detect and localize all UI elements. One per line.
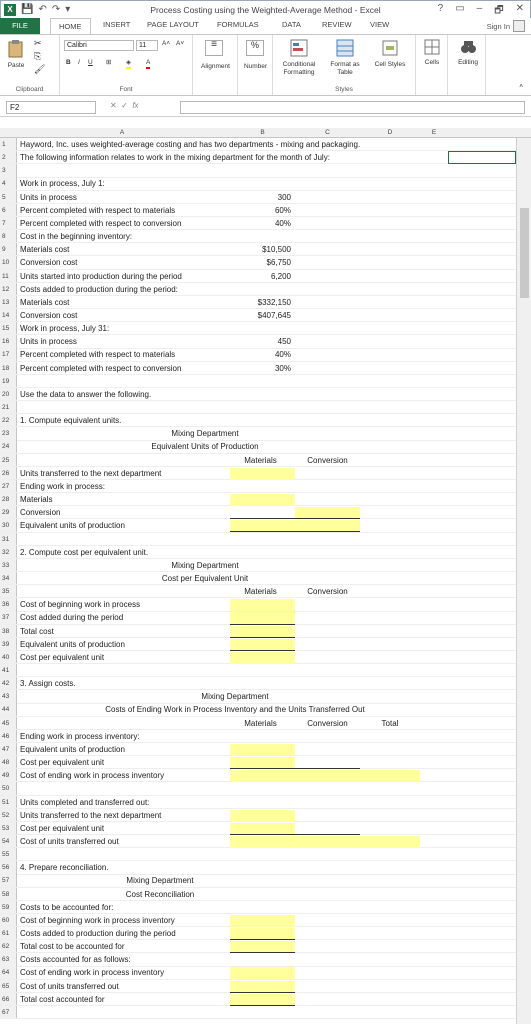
group-editing (448, 35, 486, 95)
undo-icon[interactable]: ↶ (38, 4, 47, 15)
row-header[interactable]: 16 (0, 335, 17, 347)
row-header[interactable]: 7 (0, 217, 17, 229)
cell-a[interactable]: Costs accounted for as follows: (20, 955, 131, 965)
row-header[interactable]: 45 (0, 717, 17, 729)
section-heading[interactable]: Mixing Department (201, 692, 269, 702)
row-header[interactable]: 32 (0, 546, 17, 558)
cell-b[interactable]: 6,200 (270, 271, 291, 281)
row-header[interactable]: 23 (0, 427, 17, 439)
sheet-row (0, 993, 516, 1006)
cell-a[interactable]: Cost of beginning work in process inventory (20, 915, 175, 925)
row-header[interactable]: 24 (0, 440, 17, 452)
percent-icon[interactable]: % (246, 40, 264, 56)
sheet-row (0, 796, 516, 809)
group-number (238, 35, 273, 95)
row-header[interactable]: 62 (0, 940, 17, 952)
cell-b[interactable]: Materials (244, 718, 277, 728)
sheet-row (0, 848, 516, 861)
cell-d[interactable]: Total (381, 718, 399, 728)
cell-a[interactable]: 3. Assign costs. (20, 679, 76, 689)
cells-label: Cells (424, 59, 440, 66)
cell-a[interactable]: Work in process, July 1: (20, 179, 105, 189)
row-header[interactable]: 44 (0, 703, 17, 715)
restore-icon[interactable]: 🗗 (494, 5, 504, 16)
format-as-table-icon (335, 38, 355, 58)
cell-a[interactable]: Cost per equivalent unit (20, 652, 105, 662)
sheet-row (0, 638, 516, 651)
sheet-row (0, 835, 516, 848)
tab-insert[interactable]: INSERT (103, 20, 131, 29)
cell-a[interactable]: Costs added to production during the period: (20, 284, 178, 294)
fill-color-icon[interactable]: ◈ (126, 59, 131, 69)
tab-page-layout[interactable]: PAGE LAYOUT (147, 20, 199, 29)
section-heading[interactable]: Costs of Ending Work in Process Inventory and the Units Transferred Out (105, 705, 365, 715)
tab-file[interactable]: FILE (0, 18, 40, 34)
sheet-row (0, 164, 516, 177)
sheet-row (0, 572, 516, 585)
row-header[interactable]: 56 (0, 861, 17, 873)
cell-a[interactable]: Cost of beginning work in process (20, 600, 141, 610)
cell-b[interactable]: 60% (274, 205, 291, 215)
row-header[interactable]: 65 (0, 980, 17, 992)
cell-a[interactable]: Equivalent units of production (20, 639, 125, 649)
vertical-scrollbar[interactable] (516, 138, 531, 1024)
cell-b[interactable]: 30% (274, 363, 291, 373)
cell-a[interactable]: Cost of ending work in process inventory (20, 968, 165, 978)
paste-icon (7, 39, 25, 59)
scrollbar-thumb[interactable] (520, 208, 529, 298)
tab-formulas[interactable]: FORMULAS (217, 20, 259, 29)
sheet-row (0, 335, 516, 348)
sheet-row (0, 703, 516, 716)
row-header[interactable]: 15 (0, 322, 17, 334)
cell-a[interactable]: Conversion (20, 508, 61, 518)
sheet-row (0, 296, 516, 309)
sheet-row (0, 348, 516, 361)
collapse-ribbon-icon[interactable]: ˄ (519, 83, 523, 90)
borders-icon[interactable]: ⊞ (106, 59, 112, 66)
row-header[interactable]: 8 (0, 230, 17, 242)
font-size-select[interactable]: 11 (136, 40, 158, 51)
cell-a[interactable]: Conversion cost (20, 310, 78, 320)
sheet-row (0, 677, 516, 690)
cell-a[interactable]: Hayword, Inc. uses weighted-average costing and has two departments - mixing and packaging. (20, 140, 361, 149)
cell-a[interactable]: Units transferred to the next department (20, 810, 162, 820)
sheet-row (0, 809, 516, 822)
sheet-row (0, 230, 516, 243)
tab-view[interactable]: VIEW (370, 20, 390, 29)
sheet-row (0, 782, 516, 795)
cell-a[interactable]: Percent completed with respect to materials (20, 205, 176, 215)
sheet-row (0, 427, 516, 440)
row-header[interactable]: 13 (0, 296, 17, 308)
cell-b[interactable]: Materials (244, 455, 277, 465)
sheet-row (0, 375, 516, 388)
row-header[interactable]: 63 (0, 953, 17, 965)
row-header[interactable]: 48 (0, 756, 17, 768)
tab-data[interactable]: DATA (282, 20, 301, 29)
row-header[interactable]: 33 (0, 559, 17, 571)
cell-c[interactable]: Conversion (307, 718, 348, 728)
format-as-table-button[interactable] (323, 38, 367, 77)
sheet-row (0, 191, 516, 204)
sheet-row (0, 874, 516, 887)
clipboard-label: Clipboard (15, 86, 44, 93)
cell-a[interactable]: Cost per equivalent unit (20, 758, 105, 768)
cell-styles-icon (380, 38, 400, 58)
help-icon[interactable]: ? (437, 3, 444, 14)
cell-b[interactable]: 300 (277, 192, 291, 202)
cell-a[interactable]: Units in process (20, 192, 77, 202)
sheet-row (0, 651, 516, 664)
section-heading[interactable]: Cost per Equivalent Unit (161, 573, 249, 583)
sheet-row (0, 493, 516, 506)
formula-bar (0, 97, 531, 117)
sheet-row (0, 138, 516, 151)
row-header[interactable]: 58 (0, 888, 17, 900)
avatar (513, 20, 525, 32)
conditional-formatting-button[interactable] (277, 38, 321, 77)
cells-icon (423, 38, 441, 56)
spreadsheet-grid[interactable] (0, 138, 516, 1024)
column-headers (0, 128, 531, 138)
sheet-row (0, 414, 516, 427)
row-header[interactable]: 2 (0, 151, 17, 163)
conditional-formatting-icon (289, 38, 309, 58)
sheet-row (0, 1006, 516, 1019)
cell-styles-label: Cell Styles (374, 61, 406, 68)
fx-icon[interactable]: fx (132, 101, 139, 110)
shrink-font-icon[interactable]: A˅ (176, 40, 185, 47)
column-header-a[interactable]: A (119, 129, 125, 136)
row-header[interactable]: 18 (0, 362, 17, 374)
cell-b[interactable]: 450 (277, 337, 291, 347)
cell-b[interactable]: $332,150 (257, 297, 291, 307)
column-header-d[interactable]: D (387, 129, 393, 136)
group-styles (273, 35, 416, 95)
sheet-row (0, 506, 516, 519)
styles-label: Styles (335, 86, 353, 93)
cell-a[interactable]: Cost of units transferred out (20, 836, 119, 846)
cell-a[interactable]: The following information relates to work in the mixing department for the month of July: (20, 153, 330, 163)
cell-a[interactable]: Materials cost (20, 297, 70, 307)
cell-a[interactable]: Units started into production during the period (20, 271, 182, 281)
conditional-formatting-label: Conditional Formatting (282, 61, 316, 76)
row-header[interactable]: 4 (0, 177, 17, 189)
tab-review[interactable]: REVIEW (322, 20, 352, 29)
row-header[interactable]: 6 (0, 204, 17, 216)
sheet-row (0, 822, 516, 835)
save-icon[interactable]: 💾 (21, 4, 34, 15)
group-clipboard (0, 35, 60, 95)
row-header[interactable]: 61 (0, 927, 17, 939)
column-header-b[interactable]: B (260, 129, 265, 136)
cell-a[interactable]: Work in process, July 31: (20, 324, 110, 334)
row-header[interactable]: 31 (0, 533, 17, 545)
cell-b[interactable]: Materials (244, 587, 277, 597)
row-header[interactable]: 30 (0, 519, 17, 531)
row-header[interactable]: 46 (0, 730, 17, 742)
italic-icon[interactable]: I (78, 59, 80, 66)
sheet-row (0, 309, 516, 322)
selected-cell[interactable] (448, 151, 516, 164)
sheet-row (0, 717, 516, 730)
row-header[interactable]: 21 (0, 401, 17, 413)
sheet-row (0, 901, 516, 914)
cell-a[interactable]: Percent completed with respect to conversion (20, 218, 182, 228)
cell-a[interactable]: Costs to be accounted for: (20, 902, 114, 912)
cell-a[interactable]: Units transferred to the next department (20, 468, 162, 478)
sheet-row (0, 756, 516, 769)
row-header[interactable]: 9 (0, 243, 17, 255)
sheet-row (0, 177, 516, 190)
alignment-icon[interactable]: ≡ (205, 40, 223, 56)
row-header[interactable]: 42 (0, 677, 17, 689)
cell-a[interactable]: Cost in the beginning inventory: (20, 232, 133, 242)
ribbon-display-icon[interactable]: ▭ (455, 3, 465, 14)
editing-button[interactable] (454, 38, 482, 67)
editing-label: Editing (458, 59, 478, 66)
sheet-row (0, 769, 516, 782)
tab-home[interactable]: HOME (50, 18, 91, 35)
sheet-row (0, 953, 516, 966)
row-header[interactable]: 57 (0, 874, 17, 886)
cell-a[interactable]: Materials (20, 495, 53, 505)
row-header[interactable]: 64 (0, 966, 17, 978)
minimize-icon[interactable]: – (476, 3, 483, 14)
row-header[interactable]: 14 (0, 309, 17, 321)
row-header[interactable]: 35 (0, 585, 17, 597)
row-header[interactable]: 55 (0, 848, 17, 860)
row-header[interactable]: 49 (0, 769, 17, 781)
cell-a[interactable]: Total cost (20, 626, 54, 636)
sheet-row (0, 966, 516, 979)
row-header[interactable]: 28 (0, 493, 17, 505)
sheet-row (0, 151, 516, 164)
sheet-row (0, 743, 516, 756)
cell-a[interactable]: Use the data to answer the following. (20, 389, 152, 399)
sheet-row (0, 283, 516, 296)
row-header[interactable]: 41 (0, 664, 17, 676)
sheet-row (0, 243, 516, 256)
cell-a[interactable]: 2. Compute cost per equivalent unit. (20, 547, 149, 557)
cell-styles-button[interactable] (369, 38, 411, 69)
cell-b[interactable]: $407,645 (257, 310, 291, 320)
row-header[interactable]: 5 (0, 191, 17, 203)
sheet-row (0, 454, 516, 467)
cell-b[interactable]: 40% (274, 350, 291, 360)
group-alignment (193, 35, 238, 95)
ribbon (0, 34, 531, 96)
sheet-row (0, 204, 516, 217)
title-bar (0, 0, 531, 18)
row-header[interactable]: 51 (0, 796, 17, 808)
enter-icon[interactable]: ✓ (121, 101, 128, 110)
sheet-row (0, 519, 516, 532)
group-cells (416, 35, 448, 95)
row-header[interactable]: 36 (0, 598, 17, 610)
row-header[interactable]: 50 (0, 782, 17, 794)
cell-b[interactable]: $6,750 (266, 258, 291, 268)
redo-icon[interactable]: ↷ (51, 4, 61, 15)
cell-a[interactable]: Cost per equivalent unit (20, 823, 105, 833)
sheet-row (0, 559, 516, 572)
row-header[interactable]: 40 (0, 651, 17, 663)
sheet-row (0, 467, 516, 480)
sheet-row (0, 690, 516, 703)
alignment-button[interactable]: Alignment (201, 63, 230, 70)
cell-c[interactable]: Conversion (307, 455, 348, 465)
section-heading[interactable]: Cost Reconciliation (125, 889, 195, 899)
row-header[interactable]: 1 (0, 138, 17, 150)
window-title: Process Costing using the Weighted-Average Method - Excel (150, 5, 381, 15)
cancel-icon[interactable]: ✕ (110, 101, 117, 110)
row-header[interactable]: 47 (0, 743, 17, 755)
row-header[interactable]: 17 (0, 348, 17, 360)
underline-icon[interactable]: U (88, 59, 93, 66)
binoculars-icon (459, 38, 477, 56)
copy-icon[interactable]: ⎘ (34, 51, 42, 61)
row-header[interactable]: 59 (0, 901, 17, 913)
cell-a[interactable]: Conversion cost (20, 258, 78, 268)
cell-a[interactable]: Cost of ending work in process inventory (20, 771, 165, 781)
row-header[interactable]: 52 (0, 809, 17, 821)
format-as-table-label: Format as Table (330, 61, 360, 76)
excel-logo-icon: X (4, 4, 16, 16)
sheet-row (0, 480, 516, 493)
sheet-row (0, 585, 516, 598)
sheet-row (0, 533, 516, 546)
cell-a[interactable]: Cost of units transferred out (20, 981, 119, 991)
cell-a[interactable]: Costs added to production during the period (20, 929, 176, 938)
cells-button[interactable] (420, 38, 444, 67)
sheet-row (0, 401, 516, 414)
name-box[interactable]: F2 (6, 101, 96, 114)
row-header[interactable]: 66 (0, 993, 17, 1005)
sheet-row (0, 440, 516, 453)
paste-button[interactable] (4, 39, 28, 70)
paste-label: Paste (7, 62, 25, 69)
sheet-row (0, 611, 516, 624)
row-header[interactable]: 37 (0, 611, 17, 623)
sheet-row (0, 270, 516, 283)
cell-a[interactable]: Units completed and transferred out: (20, 797, 150, 807)
cell-a[interactable]: Percent completed with respect to conversion (20, 363, 182, 373)
sheet-row (0, 546, 516, 559)
sheet-row (0, 664, 516, 677)
cell-b[interactable]: $10,500 (262, 245, 291, 255)
row-header[interactable]: 11 (0, 270, 17, 282)
row-header[interactable]: 27 (0, 480, 17, 492)
row-header[interactable]: 43 (0, 690, 17, 702)
grow-font-icon[interactable]: A˄ (162, 40, 171, 47)
sign-in[interactable] (487, 20, 525, 32)
ribbon-tabs (0, 18, 531, 34)
row-header[interactable]: 22 (0, 414, 17, 426)
group-font (60, 35, 193, 95)
cut-icon[interactable]: ✂ (34, 38, 42, 48)
row-header[interactable]: 34 (0, 572, 17, 584)
cell-a[interactable]: Materials cost (20, 245, 70, 255)
cell-c[interactable]: Conversion (307, 587, 348, 597)
customize-toolbar-icon[interactable]: ▾ (65, 4, 71, 15)
cell-a[interactable]: Ending work in process: (20, 481, 105, 491)
sheet-row (0, 625, 516, 638)
row-header[interactable]: 60 (0, 914, 17, 926)
cell-a[interactable]: Equivalent units of production (20, 521, 125, 531)
cell-a[interactable]: Ending work in process inventory: (20, 731, 140, 741)
sheet-row (0, 322, 516, 335)
row-header[interactable]: 12 (0, 283, 17, 295)
font-label: Font (119, 86, 133, 93)
number-button[interactable]: Number (243, 63, 268, 70)
cell-a[interactable]: Units in process (20, 337, 77, 347)
column-header-c[interactable]: C (325, 129, 330, 136)
font-color-icon[interactable]: A (146, 59, 150, 69)
sheet-row (0, 861, 516, 874)
sheet-row (0, 730, 516, 743)
row-header[interactable]: 53 (0, 822, 17, 834)
sheet-row (0, 598, 516, 611)
cell-a[interactable]: Total cost accounted for (20, 994, 105, 1004)
format-painter-icon[interactable]: 🖌 (34, 64, 46, 74)
sheet-row (0, 388, 516, 401)
sheet-row (0, 362, 516, 375)
cell-a[interactable]: Cost added during the period (20, 613, 124, 623)
cell-a[interactable]: 4. Prepare reconciliation. (20, 863, 109, 873)
row-header[interactable]: 26 (0, 467, 17, 479)
bold-icon[interactable]: B (66, 59, 71, 66)
sheet-row (0, 980, 516, 993)
formula-bar-icons (110, 101, 139, 110)
section-heading[interactable]: Mixing Department (171, 560, 239, 570)
cell-a[interactable]: 1. Compute equivalent units. (20, 416, 122, 426)
cell-a[interactable]: Equivalent units of production (20, 744, 125, 754)
sign-in-label: Sign In (486, 21, 510, 31)
cell-b[interactable]: 40% (274, 218, 291, 228)
formula-input[interactable] (180, 101, 525, 114)
row-header[interactable]: 19 (0, 375, 17, 387)
sheet-row (0, 217, 516, 230)
cell-a[interactable]: Total cost to be accounted for (20, 942, 125, 952)
row-header[interactable]: 54 (0, 835, 17, 847)
row-header[interactable]: 25 (0, 454, 17, 466)
cell-a[interactable]: Percent completed with respect to materials (20, 350, 176, 360)
sheet-row (0, 927, 516, 940)
row-header[interactable]: 29 (0, 506, 17, 518)
row-header[interactable]: 3 (0, 164, 17, 176)
section-heading[interactable]: Mixing Department (126, 876, 194, 886)
sheet-row (0, 914, 516, 927)
section-heading[interactable]: Equivalent Units of Production (151, 442, 259, 452)
row-header[interactable]: 10 (0, 256, 17, 268)
row-header[interactable]: 38 (0, 625, 17, 637)
row-header[interactable]: 39 (0, 638, 17, 650)
sheet-row (0, 888, 516, 901)
close-icon[interactable]: ✕ (515, 3, 524, 14)
row-header[interactable]: 20 (0, 388, 17, 400)
row-header[interactable]: 67 (0, 1006, 17, 1018)
column-header-e[interactable]: E (431, 129, 437, 136)
sheet-row (0, 940, 516, 953)
font-name-select[interactable]: Calibri (64, 40, 134, 51)
sheet-row (0, 256, 516, 269)
section-heading[interactable]: Mixing Department (171, 429, 239, 439)
